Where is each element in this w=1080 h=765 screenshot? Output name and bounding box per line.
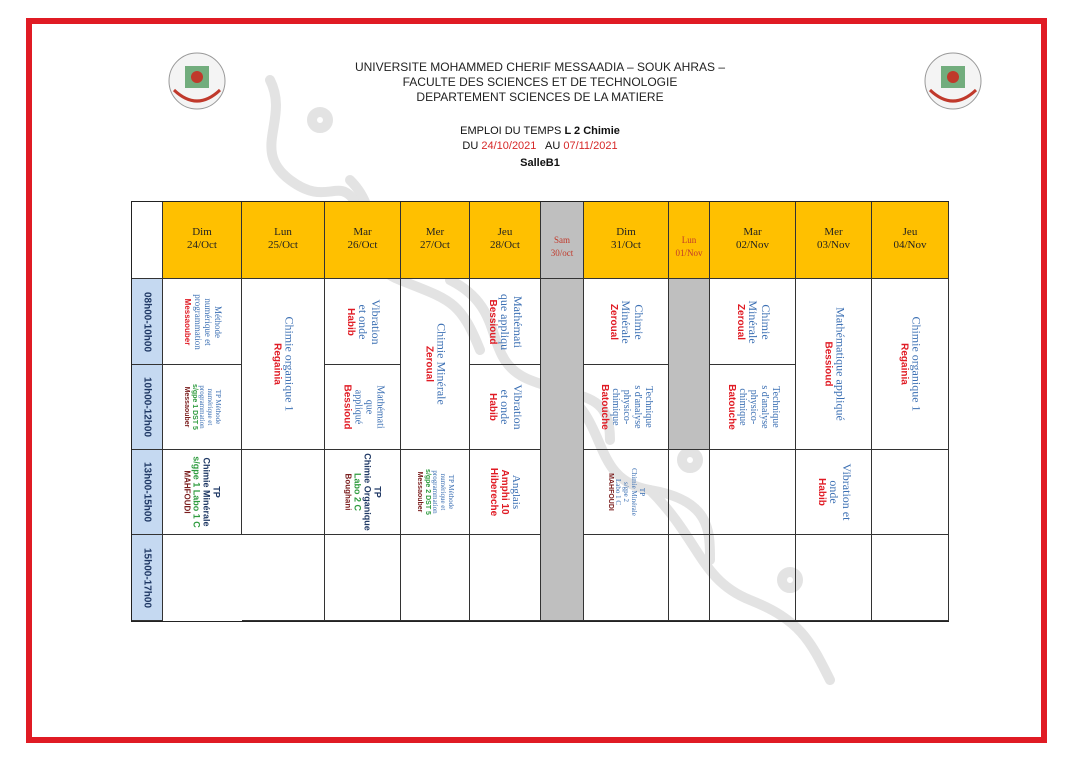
course-subject: Mathématique appliqué	[833, 307, 847, 421]
course-subject: TP Méthode	[214, 389, 222, 425]
course-subject: TP	[211, 486, 222, 498]
course-text	[486, 384, 524, 429]
time-slot	[132, 365, 163, 450]
day-name: Lun	[274, 226, 292, 238]
course-teacher: Zeroual	[423, 345, 435, 383]
timetable-grid	[131, 201, 949, 622]
day-header	[401, 202, 470, 279]
course-subject: Minérale	[619, 299, 633, 344]
course-subject: Labo 2 C	[352, 472, 362, 512]
schedule-title	[0, 124, 1080, 138]
course-cell	[470, 450, 541, 535]
course-subject: s d'analyse	[758, 385, 770, 429]
course-subject: programmation	[198, 385, 206, 429]
day-name: Dim	[192, 226, 212, 238]
day-date: 01/Nov	[675, 248, 703, 258]
course-cell	[710, 279, 796, 365]
day-date: 25/Oct	[268, 239, 298, 251]
course-group: s/gpe 1 DST 5	[191, 384, 198, 430]
course-text	[488, 468, 522, 516]
course-cell	[470, 365, 541, 450]
course-teacher: Bessioud	[341, 384, 352, 430]
day-date: 02/Nov	[736, 239, 769, 251]
time-slot-label: 13h00-15h00	[141, 461, 153, 523]
course-cell	[796, 450, 872, 535]
empty-cell	[584, 535, 669, 621]
course-teacher: Messaouber	[183, 298, 192, 345]
course-teacher: Habib	[487, 393, 498, 421]
day-header-text	[796, 226, 871, 252]
course-subject: s/gpe 1 Labo 1 C	[191, 456, 202, 528]
course-subject: TP	[372, 486, 382, 498]
empty-cell	[401, 535, 470, 621]
day-header	[796, 202, 872, 279]
course-text	[486, 293, 524, 349]
course-cell	[796, 279, 872, 450]
course-text	[725, 384, 781, 430]
day-name: Mar	[743, 226, 762, 238]
course-text	[344, 299, 382, 344]
time-slot	[132, 535, 163, 621]
day-header	[325, 202, 401, 279]
course-subject: numérique et	[203, 297, 213, 346]
university-name: UNIVERSITE MOHAMMED CHERIF MESSAADIA – SOUK AHRAS –	[354, 60, 726, 74]
empty-cell	[242, 535, 325, 621]
day-name: Jeu	[497, 226, 513, 238]
course-subject: Vibration et	[839, 463, 854, 521]
course-cell	[872, 279, 949, 450]
course-teacher: Habib	[815, 478, 827, 506]
course-cell	[584, 450, 669, 535]
day-header-text	[401, 226, 469, 252]
course-cell	[163, 450, 242, 535]
day-name: Sam	[553, 235, 570, 245]
course-cell	[584, 365, 669, 450]
course-text	[181, 294, 223, 350]
course-subject: Anglais	[510, 474, 522, 510]
course-subject: appliqué	[352, 389, 363, 425]
course-subject: Chimie Organique	[362, 453, 372, 531]
course-text	[415, 469, 455, 515]
course-cell	[401, 279, 470, 450]
course-subject: physico-	[621, 389, 632, 425]
day-date: 28/Oct	[490, 239, 520, 251]
day-name: Mar	[353, 226, 372, 238]
day-header-text	[872, 226, 948, 252]
title-prefix: EMPLOI DU TEMPS	[460, 125, 562, 137]
day-header-text	[242, 226, 324, 252]
course-subject: que	[363, 399, 374, 415]
course-cell	[163, 365, 242, 450]
course-cell	[325, 450, 401, 535]
course-subject: programmation	[193, 293, 203, 350]
course-subject: et onde	[498, 389, 512, 425]
course-subject: Mathémati	[511, 295, 525, 348]
time-slot	[132, 450, 163, 535]
empty-cell	[242, 450, 325, 535]
day-header-text	[584, 226, 668, 252]
course-subject: Technique	[643, 386, 654, 428]
au-label: AU	[544, 140, 561, 152]
course-subject: TP	[638, 487, 646, 497]
day-name: Lun	[681, 235, 697, 245]
time-slot-label: 08h00-10h00	[141, 291, 153, 352]
course-subject: Vibration	[511, 384, 525, 430]
course-text	[343, 453, 382, 531]
course-subject: Vibration	[368, 298, 383, 345]
course-teacher: Habib	[344, 307, 356, 336]
course-teacher: MAHFOUDI	[182, 470, 192, 514]
day-date: 03/Nov	[817, 239, 850, 251]
course-teacher: Hibereche	[488, 467, 499, 517]
du-label: DU	[462, 140, 479, 152]
course-subject: Chimie Minérale	[434, 323, 449, 405]
schedule-heading	[0, 124, 1080, 170]
course-subject: numérique et	[439, 473, 447, 511]
course-teacher: Regainia	[898, 343, 910, 385]
course-text	[183, 456, 222, 528]
date-from: 24/10/2021	[481, 140, 537, 152]
course-text	[734, 300, 772, 343]
course-subject: programmation	[431, 470, 439, 514]
course-teacher: Bessioud	[822, 341, 833, 387]
course-cell	[242, 279, 325, 450]
course-subject: Méthode	[213, 305, 223, 338]
course-text	[607, 300, 645, 343]
course-subject: numérique et	[206, 388, 214, 426]
time-slot-label: 15h00-17h00	[141, 547, 153, 608]
course-teacher: Batouche	[599, 384, 610, 430]
time-slot	[132, 279, 163, 365]
day-header	[242, 202, 325, 279]
course-teacher: Zeroual	[608, 303, 619, 340]
closed-day-column	[669, 279, 710, 450]
course-teacher: Zeroual	[734, 303, 746, 340]
course-subject: Chimie organique 1	[909, 316, 924, 412]
course-teacher: Messaouber	[183, 386, 190, 428]
date-to: 07/11/2021	[563, 140, 618, 152]
day-name: Mer	[824, 226, 843, 238]
course-subject: s/gpe 2	[622, 481, 630, 503]
day-name: Jeu	[902, 226, 918, 238]
class-name: L 2 Chimie	[564, 125, 620, 137]
day-header	[872, 202, 949, 279]
day-date: 27/Oct	[420, 239, 450, 251]
course-teacher: Messaouber	[416, 471, 423, 513]
course-subject: Chimie organique 1	[282, 316, 297, 412]
course-subject: chimique	[736, 388, 748, 426]
course-subject: Minérale	[745, 299, 760, 344]
empty-cell	[325, 535, 401, 621]
course-text	[340, 384, 385, 429]
course-text	[598, 384, 654, 430]
day-header	[470, 202, 541, 279]
department-name: DEPARTEMENT SCIENCES DE LA MATIERE	[416, 90, 664, 104]
course-cell	[325, 279, 401, 365]
day-header-text	[710, 226, 795, 252]
course-subject: Chimie Minérale	[201, 457, 212, 527]
course-text	[182, 384, 222, 430]
day-header-text	[669, 234, 709, 260]
empty-cell	[710, 535, 796, 621]
day-name: Dim	[616, 226, 636, 238]
empty-cell	[872, 450, 949, 535]
course-subject: TP Méthode	[447, 474, 455, 510]
course-subject: que appliqu	[498, 293, 512, 350]
course-teacher: MAHFOUDI	[607, 473, 614, 511]
course-text	[821, 307, 846, 421]
empty-cell	[669, 535, 710, 621]
day-name: Mer	[425, 226, 445, 238]
course-text	[423, 323, 448, 405]
course-teacher: Batouche	[725, 384, 737, 430]
empty-cell	[669, 450, 710, 535]
course-text	[271, 316, 296, 411]
course-subject: Chimie	[758, 303, 773, 340]
room-label: SalleB1	[520, 157, 560, 169]
course-cell	[710, 365, 796, 450]
course-cell	[401, 450, 470, 535]
course-subject: physico-	[747, 389, 759, 425]
day-header	[710, 202, 796, 279]
day-header	[163, 202, 242, 279]
institution-header	[0, 60, 1080, 105]
course-subject: Chimie Minérale	[630, 468, 638, 516]
corner-cell	[132, 202, 163, 279]
day-date: 26/Oct	[347, 239, 378, 251]
day-header	[669, 202, 710, 279]
empty-cell	[470, 535, 541, 621]
course-text	[815, 464, 853, 521]
course-subject: s d'analyse	[632, 385, 643, 429]
day-header-text	[541, 234, 583, 260]
day-date: 30/oct	[550, 248, 574, 258]
course-teacher: Regainia	[271, 343, 283, 385]
course-subject: onde	[826, 480, 841, 504]
course-teacher: Bessioud	[487, 298, 498, 345]
schedule-dates	[0, 139, 1080, 153]
course-subject: chimique	[610, 388, 621, 426]
course-subject: Labo 1 C	[614, 478, 622, 506]
course-text	[898, 316, 923, 411]
day-header	[584, 202, 669, 279]
empty-cell	[872, 535, 949, 621]
day-date: 31/Oct	[611, 239, 641, 251]
time-slot-label: 10h00-12h00	[141, 376, 153, 438]
day-header	[541, 202, 584, 279]
course-cell	[470, 279, 541, 365]
course-cell	[584, 279, 669, 365]
day-date: 24/Oct	[187, 239, 217, 251]
course-subject: et onde	[355, 304, 370, 339]
course-teacher: Boughani	[343, 473, 352, 511]
closed-day-column	[541, 279, 584, 621]
course-subject: Chimie	[632, 303, 646, 340]
course-cell	[163, 279, 242, 365]
course-group: s/gpe 2 DST 5	[424, 469, 431, 515]
day-date: 04/Nov	[893, 239, 927, 251]
empty-cell	[710, 450, 796, 535]
course-text	[606, 468, 646, 516]
course-subject: Technique	[769, 386, 781, 428]
empty-cell	[796, 535, 872, 621]
day-header-text	[163, 226, 241, 252]
course-cell	[325, 365, 401, 450]
course-subject: Mathémati	[374, 385, 385, 429]
day-header-text	[470, 226, 540, 252]
faculty-name: FACULTE DES SCIENCES ET DE TECHNOLOGIE	[402, 75, 678, 89]
day-header-text	[325, 226, 400, 252]
course-room: Amphi 10	[499, 469, 510, 515]
